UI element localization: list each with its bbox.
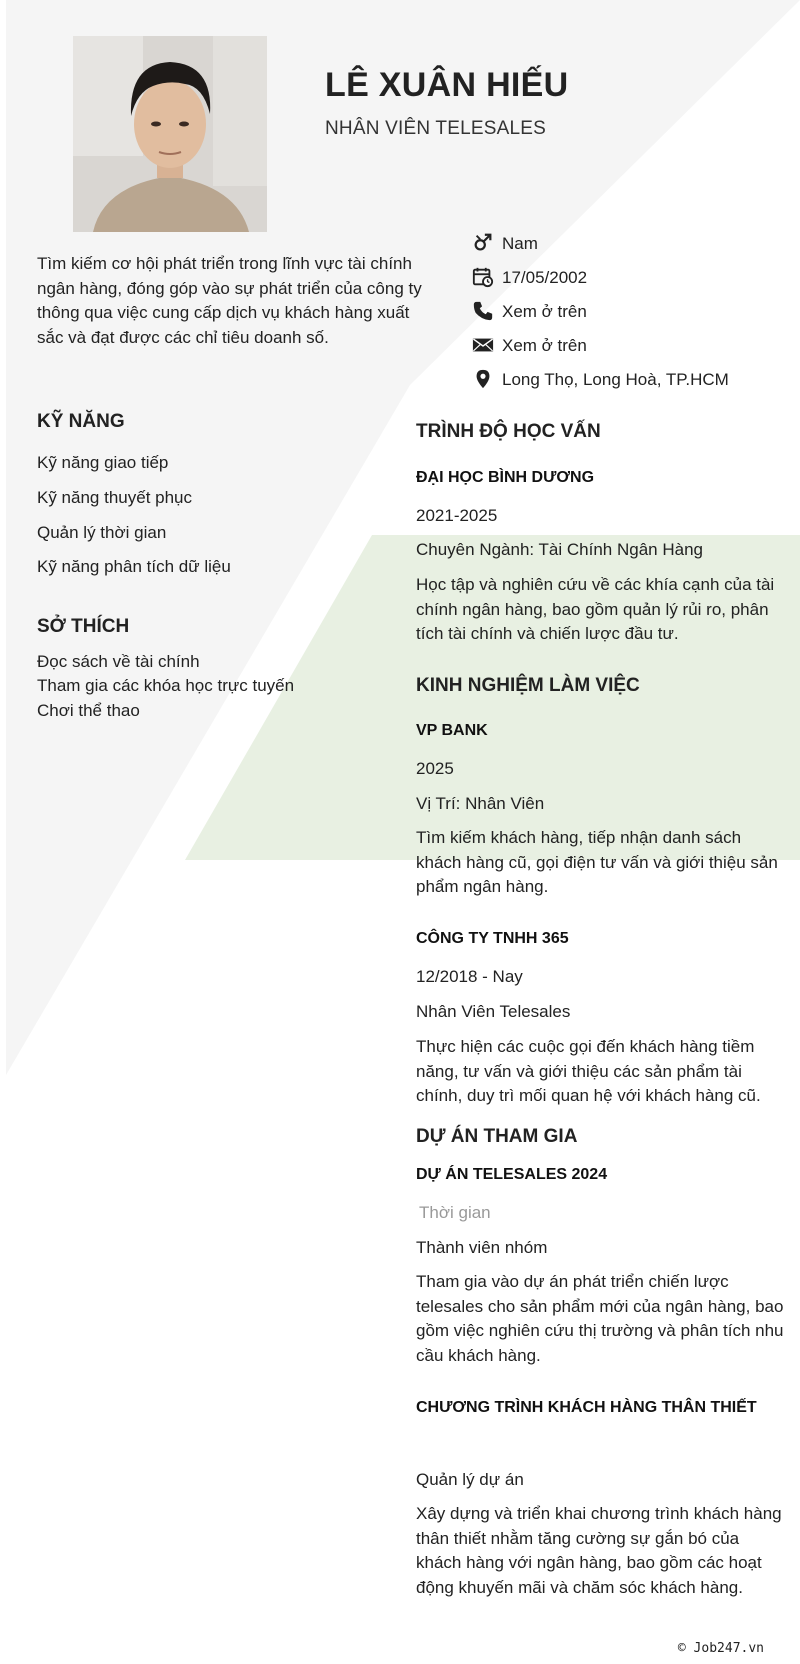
job-position: Vị Trí: Nhân Viên <box>416 794 545 813</box>
profile-photo <box>73 36 267 232</box>
education-period: 2021-2025 <box>416 506 498 525</box>
job-title: NHÂN VIÊN TELESALES <box>325 118 546 139</box>
project-role: Quản lý dự án <box>416 1470 524 1489</box>
project-time: Thời gian <box>419 1203 491 1222</box>
projects-heading: DỰ ÁN THAM GIA <box>416 1126 578 1147</box>
address-value: Long Thọ, Long Hoà, TP.HCM <box>502 370 729 389</box>
education-heading: TRÌNH ĐỘ HỌC VẤN <box>416 421 601 442</box>
birthday-value: 17/05/2002 <box>502 268 588 287</box>
job-period: 2025 <box>416 759 454 778</box>
hobbies-heading: SỞ THÍCH <box>37 616 130 637</box>
email-icon <box>472 334 494 356</box>
location-pin-icon <box>472 368 494 390</box>
gender-value: Nam <box>502 234 538 253</box>
project-name: CHƯƠNG TRÌNH KHÁCH HÀNG THÂN THIẾT <box>416 1399 757 1416</box>
skill-item: Quản lý thời gian <box>37 523 167 542</box>
contact-gender <box>472 232 792 256</box>
footer-copyright: © Job247.vn <box>677 1641 764 1656</box>
hobby-item: Đọc sách về tài chính <box>37 652 200 671</box>
job-position: Nhân Viên Telesales <box>416 1002 571 1021</box>
education-description: Học tập và nghiên cứu về các khía cạnh của tài chính ngân hàng, bao gồm quản lý rủi ro, phân tích tài chính và chiến lược đầu tư. <box>416 575 775 643</box>
contact-address <box>472 368 792 392</box>
company-name: CÔNG TY TNHH 365 <box>416 930 569 947</box>
skill-item: Kỹ năng giao tiếp <box>37 453 169 472</box>
gender-icon <box>472 232 494 254</box>
company-name: VP BANK <box>416 722 488 739</box>
job-description: Tìm kiếm khách hàng, tiếp nhận danh sách khách hàng cũ, gọi điện tư vấn và giới thiệu sản phẩm ngân hàng. <box>416 828 778 896</box>
project-name: DỰ ÁN TELESALES 2024 <box>416 1166 608 1183</box>
phone-value: Xem ở trên <box>502 302 587 321</box>
skills-heading: KỸ NĂNG <box>37 411 125 432</box>
job-period: 12/2018 - Nay <box>416 967 523 986</box>
job-description: Thực hiện các cuộc gọi đến khách hàng tiềm năng, tư vấn và giới thiệu các sản phẩm tài chính, duy trì mối quan hệ với khách hàng cũ. <box>416 1037 761 1105</box>
skill-item: Kỹ năng phân tích dữ liệu <box>37 557 231 576</box>
calendar-icon <box>472 266 494 288</box>
project-description: Xây dựng và triển khai chương trình khách hàng thân thiết nhằm tăng cường sự gắn bó của khách hàng với ngân hàng, bao gồm các hoạt động khuyến mãi và chăm sóc khách hàng. <box>416 1504 782 1597</box>
hobby-item: Tham gia các khóa học trực tuyến <box>37 676 295 695</box>
contact-phone <box>472 300 792 324</box>
project-description: Tham gia vào dự án phát triển chiến lược telesales cho sản phẩm mới của ngân hàng, bao gồm việc nghiên cứu thị trường và phân tích nhu cầu khách hàng. <box>416 1272 784 1365</box>
skill-item: Kỹ năng thuyết phục <box>37 488 193 507</box>
contact-birthday <box>472 266 792 290</box>
education-major: Chuyên Ngành: Tài Chính Ngân Hàng <box>416 540 703 559</box>
project-role: Thành viên nhóm <box>416 1238 548 1257</box>
candidate-name: LÊ XUÂN HIẾU <box>325 66 569 104</box>
contact-email <box>472 334 792 358</box>
hobby-item: Chơi thể thao <box>37 701 140 720</box>
school-name: ĐẠI HỌC BÌNH DƯƠNG <box>416 469 595 486</box>
phone-icon <box>472 300 494 322</box>
email-value: Xem ở trên <box>502 336 587 355</box>
experience-heading: KINH NGHIỆM LÀM VIỆC <box>416 675 640 696</box>
career-objective: Tìm kiếm cơ hội phát triển trong lĩnh vực tài chính ngân hàng, đóng góp vào sự phát triển của công ty thông qua việc cung cấp dịch vụ khách hàng xuất sắc và đạt được các chỉ tiêu doanh số. <box>37 254 422 347</box>
